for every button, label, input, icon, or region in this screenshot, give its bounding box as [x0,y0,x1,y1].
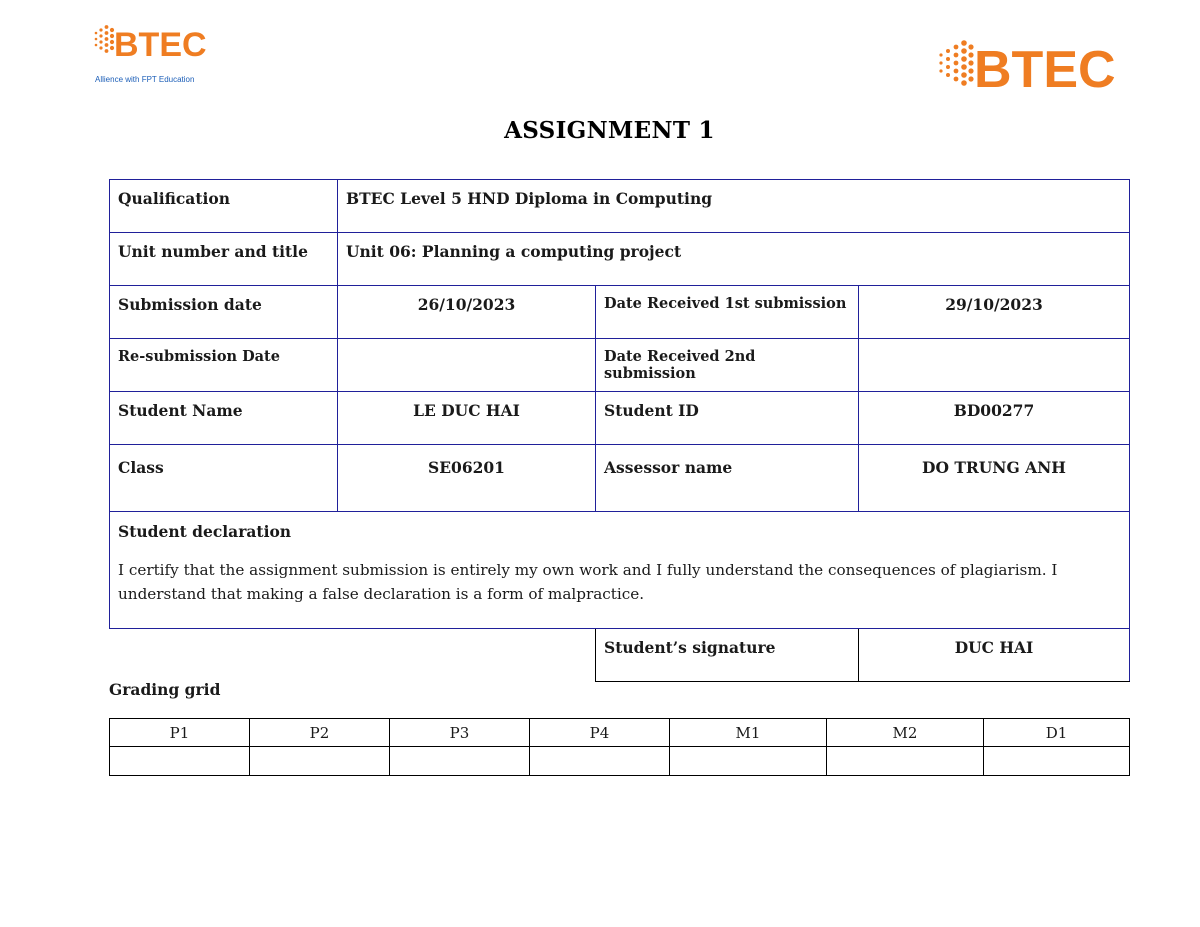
dots-icon [95,25,114,53]
submission-date-value: 26/10/2023 [338,286,596,339]
declaration-cell [110,512,1130,629]
student-id-label: Student ID [596,392,859,445]
grade-header-p2: P2 [250,719,390,747]
btec-fpt-logo [92,20,222,90]
dots-icon [939,40,973,86]
date-received-2-label: Date Received 2nd submission [596,339,859,392]
date-received-1-value: 29/10/2023 [859,286,1130,339]
submission-row [110,286,1130,339]
grade-value-p1 [110,747,250,776]
logo-tagline: Allience with FPT Education [95,75,195,84]
resubmission-row [110,339,1130,392]
grade-header-d1: D1 [984,719,1130,747]
unit-label: Unit number and title [110,233,338,286]
grade-value-p4 [530,747,670,776]
signature-row [110,629,1130,682]
date-received-2-value [859,339,1130,392]
grading-grid-label: Grading grid [109,680,221,699]
grade-value-d1 [984,747,1130,776]
declaration-text: I certify that the assignment submission is entirely my own work and I fully understand the consequences of plagiarism. I understand that making a false declaration is a form of malpractice. [118,561,1058,603]
assessor-label: Assessor name [596,445,859,512]
class-value: SE06201 [338,445,596,512]
signature-spacer [110,629,596,682]
student-id-value: BD00277 [859,392,1130,445]
unit-row [110,233,1130,286]
btec-wordmark: BTEC [114,26,207,64]
date-received-1-label: Date Received 1st submission [596,286,859,339]
page-title: ASSIGNMENT 1 [504,117,715,144]
grade-value-p2 [250,747,390,776]
grading-header-row [110,719,1130,747]
btec-logo [936,34,1126,96]
student-row [110,392,1130,445]
qualification-label: Qualification [110,180,338,233]
assignment-info-table [109,179,1130,682]
grade-value-m1 [670,747,827,776]
assessor-value: DO TRUNG ANH [859,445,1130,512]
qualification-value: BTEC Level 5 HND Diploma in Computing [338,180,1130,233]
signature-value: DUC HAI [859,629,1130,682]
grade-value-m2 [827,747,984,776]
grade-header-p4: P4 [530,719,670,747]
class-row [110,445,1130,512]
submission-date-label: Submission date [110,286,338,339]
resubmission-label: Re-submission Date [110,339,338,392]
signature-label: Student’s signature [596,629,859,682]
student-name-value: LE DUC HAI [338,392,596,445]
grade-header-m2: M2 [827,719,984,747]
resubmission-value [338,339,596,392]
declaration-row [110,512,1130,629]
qualification-row [110,180,1130,233]
grade-value-p3 [390,747,530,776]
class-label: Class [110,445,338,512]
grade-header-p3: P3 [390,719,530,747]
btec-wordmark: BTEC [974,41,1116,96]
grading-grid-table [109,718,1130,776]
declaration-heading: Student declaration [118,522,292,541]
grading-value-row [110,747,1130,776]
unit-value: Unit 06: Planning a computing project [338,233,1130,286]
grade-header-p1: P1 [110,719,250,747]
grade-header-m1: M1 [670,719,827,747]
student-name-label: Student Name [110,392,338,445]
